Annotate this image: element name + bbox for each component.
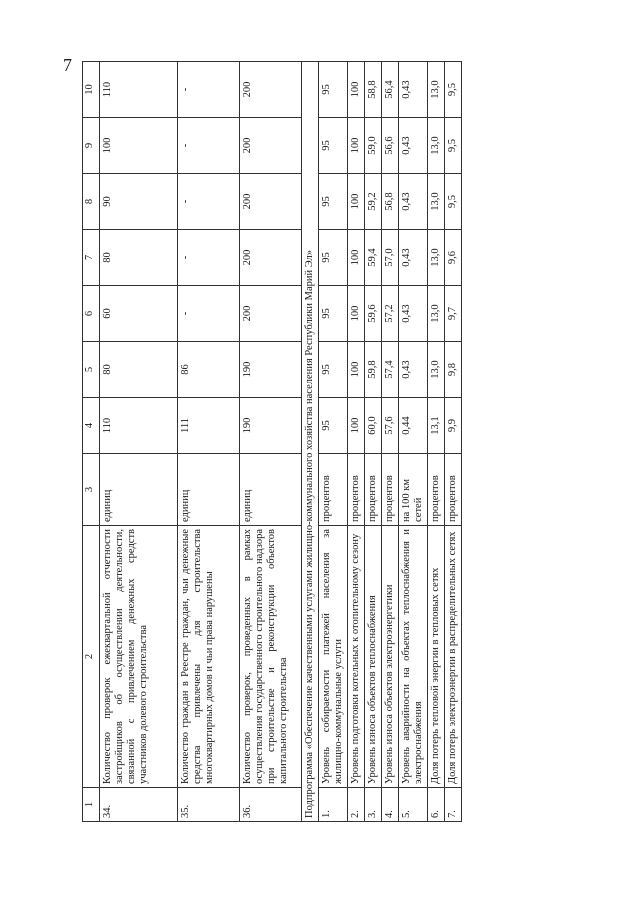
indicator-name: Количество проверок ежеквартальной отчетности застройщиков об осуществлении деятельности, связанной с привлечением денежных средств участников долевого строительства xyxy=(100,526,178,788)
header-row xyxy=(83,62,100,822)
value-cell: 13,0 xyxy=(428,230,445,286)
value-cell: 59,2 xyxy=(365,174,382,230)
value-cell: 100 xyxy=(348,342,365,398)
row-number: 36. xyxy=(240,788,302,822)
table-row xyxy=(365,62,382,822)
value-cell: 0,44 xyxy=(399,398,428,454)
value-cell: 57,0 xyxy=(382,230,399,286)
value-cell: 60 xyxy=(100,286,178,342)
value-cell: 80 xyxy=(100,230,178,286)
indicators-table xyxy=(82,61,462,822)
value-cell: 100 xyxy=(348,286,365,342)
header-cell: 1 xyxy=(83,788,100,822)
value-cell: 95 xyxy=(319,174,348,230)
value-cell: - xyxy=(178,286,240,342)
value-cell: 100 xyxy=(348,230,365,286)
unit-cell: процентов xyxy=(365,454,382,526)
value-cell: 9,8 xyxy=(445,342,462,398)
unit-cell: единиц xyxy=(240,454,302,526)
value-cell: 13,0 xyxy=(428,118,445,174)
value-cell: 13,0 xyxy=(428,174,445,230)
value-cell: 190 xyxy=(240,342,302,398)
value-cell: 86 xyxy=(178,342,240,398)
header-cell: 8 xyxy=(83,174,100,230)
value-cell: 9,5 xyxy=(445,174,462,230)
header-cell: 3 xyxy=(83,454,100,526)
value-cell: 100 xyxy=(348,62,365,118)
value-cell: - xyxy=(178,62,240,118)
row-number: 6. xyxy=(428,788,445,822)
unit-cell: процентов xyxy=(382,454,399,526)
value-cell: 56,8 xyxy=(382,174,399,230)
page-number: 7 xyxy=(63,55,72,75)
header-cell: 2 xyxy=(83,526,100,788)
rotated-table-container xyxy=(82,62,567,822)
table-row xyxy=(382,62,399,822)
row-number: 4. xyxy=(382,788,399,822)
value-cell: 0,43 xyxy=(399,342,428,398)
unit-cell: единиц xyxy=(100,454,178,526)
value-cell: 0,43 xyxy=(399,62,428,118)
indicator-name: Уровень аварийности на объектах теплоснабжения и электроснабжения xyxy=(399,526,428,788)
table-row xyxy=(178,62,240,822)
indicator-name: Количество проверок, проведенных в рамках осуществления государственного строительного надзора при строительстве и реконструкции объектов капитального строительства xyxy=(240,526,302,788)
value-cell: 59,0 xyxy=(365,118,382,174)
value-cell: 200 xyxy=(240,62,302,118)
value-cell: 59,8 xyxy=(365,342,382,398)
value-cell: 95 xyxy=(319,398,348,454)
value-cell: 100 xyxy=(100,118,178,174)
row-number: 7. xyxy=(445,788,462,822)
indicator-name: Доля потерь тепловой энергии в тепловых сетях xyxy=(428,526,445,788)
value-cell: 57,2 xyxy=(382,286,399,342)
value-cell: 56,6 xyxy=(382,118,399,174)
subprogram-header-row xyxy=(302,62,319,822)
value-cell: 59,4 xyxy=(365,230,382,286)
value-cell: 110 xyxy=(100,398,178,454)
table-row xyxy=(319,62,348,822)
unit-cell: процентов xyxy=(445,454,462,526)
value-cell: 60,0 xyxy=(365,398,382,454)
value-cell: 9,9 xyxy=(445,398,462,454)
row-number: 3. xyxy=(365,788,382,822)
value-cell: 200 xyxy=(240,174,302,230)
value-cell: 57,4 xyxy=(382,342,399,398)
value-cell: 0,43 xyxy=(399,286,428,342)
indicator-name: Количество граждан в Реестре граждан, чьи денежные средства привлечены для строительства многоквартирных домов и чьи права нарушены xyxy=(178,526,240,788)
value-cell: 9,5 xyxy=(445,118,462,174)
row-number: 2. xyxy=(348,788,365,822)
header-cell: 5 xyxy=(83,342,100,398)
value-cell: 100 xyxy=(348,398,365,454)
value-cell: 59,6 xyxy=(365,286,382,342)
value-cell: 190 xyxy=(240,398,302,454)
table-row xyxy=(428,62,445,822)
value-cell: 13,1 xyxy=(428,398,445,454)
value-cell: 56,4 xyxy=(382,62,399,118)
header-cell: 9 xyxy=(83,118,100,174)
value-cell: 95 xyxy=(319,62,348,118)
value-cell: 9,7 xyxy=(445,286,462,342)
indicator-name: Уровень собираемости платежей населения за жилищно-коммунальные услуги xyxy=(319,526,348,788)
header-cell: 10 xyxy=(83,62,100,118)
value-cell: 95 xyxy=(319,230,348,286)
value-cell: 9,6 xyxy=(445,230,462,286)
value-cell: 200 xyxy=(240,286,302,342)
value-cell: - xyxy=(178,118,240,174)
value-cell: 0,43 xyxy=(399,174,428,230)
indicator-name: Доля потерь электроэнергии в распределительных сетях xyxy=(445,526,462,788)
row-number: 34. xyxy=(100,788,178,822)
table-row xyxy=(100,62,178,822)
value-cell: 57,6 xyxy=(382,398,399,454)
value-cell: 100 xyxy=(348,174,365,230)
table-row xyxy=(240,62,302,822)
row-number: 5. xyxy=(399,788,428,822)
value-cell: 13,0 xyxy=(428,286,445,342)
indicator-name: Уровень износа объектов электроэнергетики xyxy=(382,526,399,788)
value-cell: - xyxy=(178,174,240,230)
value-cell: 95 xyxy=(319,342,348,398)
header-cell: 4 xyxy=(83,398,100,454)
value-cell: 9,5 xyxy=(445,62,462,118)
row-number: 1. xyxy=(319,788,348,822)
unit-cell: процентов xyxy=(348,454,365,526)
value-cell: 0,43 xyxy=(399,118,428,174)
row-number: 35. xyxy=(178,788,240,822)
indicator-name: Уровень износа объектов теплоснабжения xyxy=(365,526,382,788)
value-cell: 110 xyxy=(100,62,178,118)
value-cell: 0,43 xyxy=(399,230,428,286)
value-cell: 80 xyxy=(100,342,178,398)
table-row xyxy=(348,62,365,822)
value-cell: 200 xyxy=(240,118,302,174)
subprogram-title: Подпрограмма «Обеспечение качественными услугами жилищно-коммунального хозяйства населения Республики Марий Эл» xyxy=(302,62,319,822)
unit-cell: единиц xyxy=(178,454,240,526)
value-cell: 13,0 xyxy=(428,342,445,398)
unit-cell: на 100 км сетей xyxy=(399,454,428,526)
header-cell: 7 xyxy=(83,230,100,286)
value-cell: 58,8 xyxy=(365,62,382,118)
table-row xyxy=(445,62,462,822)
indicator-name: Уровень подготовки котельных к отопительному сезону xyxy=(348,526,365,788)
value-cell: 111 xyxy=(178,398,240,454)
value-cell: 95 xyxy=(319,118,348,174)
value-cell: 200 xyxy=(240,230,302,286)
value-cell: - xyxy=(178,230,240,286)
header-cell: 6 xyxy=(83,286,100,342)
value-cell: 13,0 xyxy=(428,62,445,118)
table-row xyxy=(399,62,428,822)
value-cell: 90 xyxy=(100,174,178,230)
unit-cell: процентов xyxy=(319,454,348,526)
value-cell: 95 xyxy=(319,286,348,342)
value-cell: 100 xyxy=(348,118,365,174)
unit-cell: процентов xyxy=(428,454,445,526)
